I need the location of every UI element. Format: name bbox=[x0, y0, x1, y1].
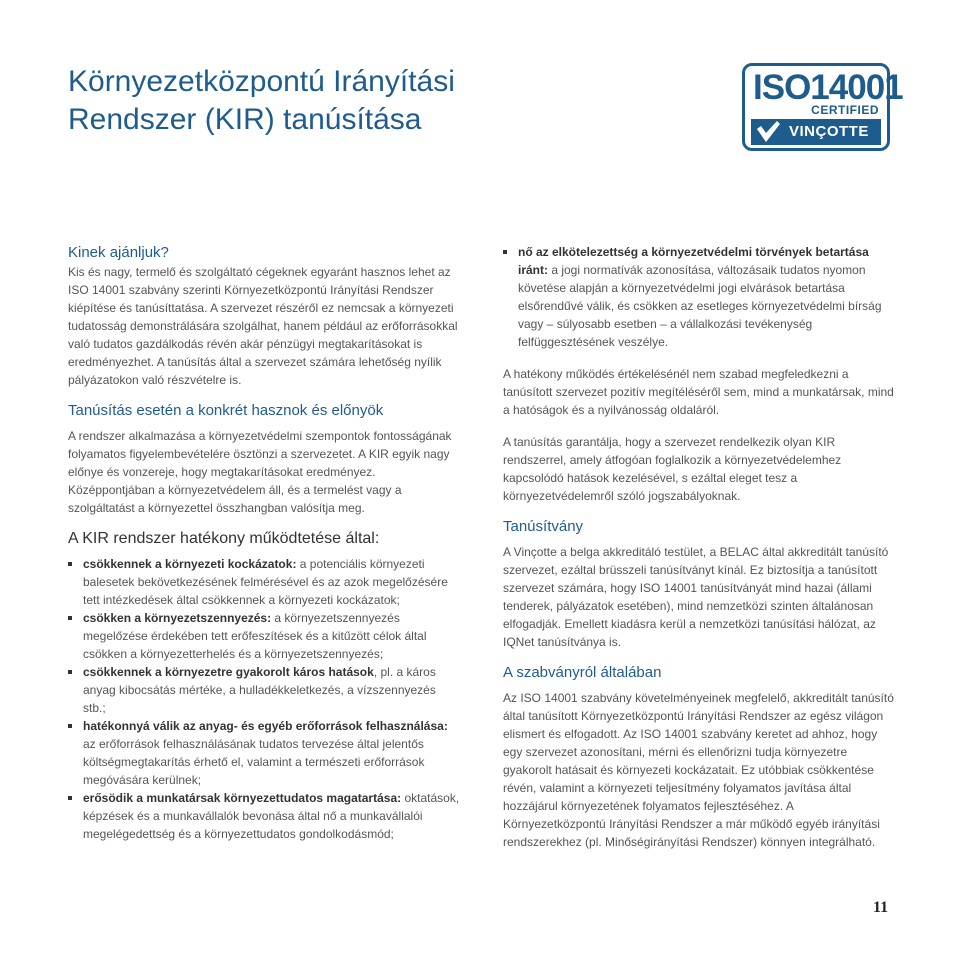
section-heading-certificate: Tanúsítvány bbox=[503, 518, 584, 535]
paragraph-evaluation: A hatékony működés értékelésénél nem szabad megfeledkezni a tanúsított szervezet pozitív megítéléséről sem, mind a munkatársak, mind a hatóságok és a nyilvánosság oldaláról. bbox=[503, 367, 894, 417]
list-item bbox=[503, 243, 895, 351]
logo-certified-text: CERTIFIED bbox=[811, 103, 879, 117]
list-item-bold: erősödik a munkatársak környezettudatos magatartása: bbox=[83, 791, 402, 805]
list-item-text: , pl. a káros anyag kibocsátás mértéke, a hulladékkeletkezés, a vízszennyezés stb.; bbox=[83, 665, 436, 715]
logo-iso-text: ISO14001 bbox=[753, 68, 903, 107]
list-item bbox=[68, 789, 460, 843]
left-column bbox=[68, 243, 460, 843]
section-heading-operation: A KIR rendszer hatékony működtetése által: bbox=[68, 530, 380, 547]
page-number: 11 bbox=[873, 899, 889, 916]
page-title bbox=[68, 63, 455, 139]
list-item-text: a potenciális környezeti balesetek bekövetkezésének felmérésével és az azok megelőzésére tett intézkedések által csökkennek a környezeti kockázatok; bbox=[83, 557, 448, 607]
paragraph-benefits: A rendszer alkalmazása a környezetvédelmi szempontok fontosságának folyamatos figyelembevételére ösztönzi a szervezetet. A KIR egyik nagy előnye és vonzereje, hogy megtakarításokat eredményez. Középpontjában a környezetvédelem áll, és a termelést vagy a szolgáltatást a környezettel összhangban valósítja meg. bbox=[68, 429, 452, 515]
list-item-bold: hatékonnyá válik az anyag- és egyéb erőforrások felhasználása: bbox=[83, 719, 448, 733]
list-item-bold: csökkennek a környezeti kockázatok: bbox=[83, 557, 297, 571]
section-heading-benefits: Tanúsítás esetén a konkrét hasznok és előnyök bbox=[68, 402, 384, 419]
logo-brand-text: VINÇOTTE bbox=[789, 123, 869, 140]
list-item-text: a jogi normatívák azonosítása, változásaik tudatos nyomon követése alapján a környezetvédelmi jogi elvárások betartása elsőrendűvé válik, és csökken az esetleges környezetvédelmi bírság vagy – súlyosabb esetben – a vállalkozási tevékenység felfüggesztésének veszélye. bbox=[518, 263, 882, 349]
list-item-text: a környezetszennyezés megelőzése érdekében tett erőfeszítések és a kitűzött célok által csökken a környezetterhelés és a környezetszennyezés; bbox=[83, 611, 427, 661]
benefits-list-continued bbox=[503, 243, 895, 351]
list-item bbox=[68, 555, 460, 609]
list-item bbox=[68, 717, 460, 789]
list-item-bold: csökken a környezetszennyezés: bbox=[83, 611, 272, 625]
right-column bbox=[503, 243, 895, 851]
section-heading-who: Kinek ajánljuk? bbox=[68, 244, 169, 261]
list-item bbox=[68, 663, 460, 717]
list-item-bold: csökkennek a környezetre gyakorolt káros hatások bbox=[83, 665, 374, 679]
list-item-text: az erőforrások felhasználásának tudatos tervezése által jelentős költségmegtakarítás érhető el, valamint a természeti erőforrások megóvására kerülnek; bbox=[83, 737, 425, 787]
checkmark-icon bbox=[755, 120, 781, 144]
benefits-list bbox=[68, 555, 460, 843]
page-title-line-2: Rendszer (KIR) tanúsítása bbox=[68, 103, 422, 136]
list-item bbox=[68, 609, 460, 663]
section-heading-standard: A szabványról általában bbox=[503, 664, 662, 681]
list-item-bold: nő az elkötelezettség a környezetvédelmi törvények betartása iránt: bbox=[518, 245, 869, 277]
paragraph-guarantee: A tanúsítás garantálja, hogy a szervezet rendelkezik olyan KIR rendszerrel, amely átfogóan foglalkozik a környezetvédelemhez kapcsolódó hatások kezelésével, s ezáltal eleget tesz a környezetvédelemről szóló jogszabályoknak. bbox=[503, 435, 842, 503]
paragraph-who: Kis és nagy, termelő és szolgáltató cégeknek egyaránt hasznos lehet az ISO 14001 szabvány szerinti Környezetközpontú Irányítási Rendszer kiépítése és tanúsíttatása. A szervezet részéről ez nemcsak a környezeti tudatosság demonstrálására szolgálhat, hanem például az erőforrásokkal való tudatos gazdálkodás révén akár pénzügyi megtakarításokat is eredményezhet. A tanúsítás által a szervezet számára lehetőség nyílik pályázatokon való részvételre is. bbox=[68, 265, 458, 387]
iso14001-certified-logo bbox=[742, 63, 903, 151]
page-title-line-1: Környezetközpontú Irányítási bbox=[68, 65, 455, 98]
logo-brand-bar bbox=[751, 119, 881, 145]
paragraph-standard: Az ISO 14001 szabvány követelményeinek megfelelő, akkreditált tanúsító által tanúsított Környezetközpontú Irányítási Rendszer az egész világon elismert és elfogadott. Az ISO 14001 szabvány keretet ad ahhoz, hogy egy szervezet azonosítani, mérni és ellenőrizni tudja környezetre gyakorolt hatásait és környezeti kockázatait. Ez utóbbiak csökkentése révén, valamint a környezeti teljesítmény folyamatos javítása által hozzájárul környezetének folyamatos fejlesztéséhez. A Környezetközpontú Irányítási Rendszer a már működő egyéb irányítási rendszerekhez (pl. Minőségirányítási Rendszer) könnyen integrálható. bbox=[503, 691, 894, 849]
list-item-text: oktatások, képzések és a munkavállalók bevonása által nő a munkavállalói megelégedettség és a környezettudatos gondolkodásmód; bbox=[83, 791, 460, 841]
paragraph-certificate: A Vinçotte a belga akkreditáló testület, a BELAC által akkreditált tanúsító szervezet, ezáltal brüsszeli tanúsítványt kínál. Ez biztosítja a tanúsított szervezet számára, hogy ISO 14001 tanúsítványát mind hazai (állami tenderek, pályázatok esetében), mind nemzetközi szinten általánosan elfogadják. Emellett kiadásra kerül a nemzetközi tanúsítási hálózat, az IQNet tanúsítványa is. bbox=[503, 545, 889, 649]
